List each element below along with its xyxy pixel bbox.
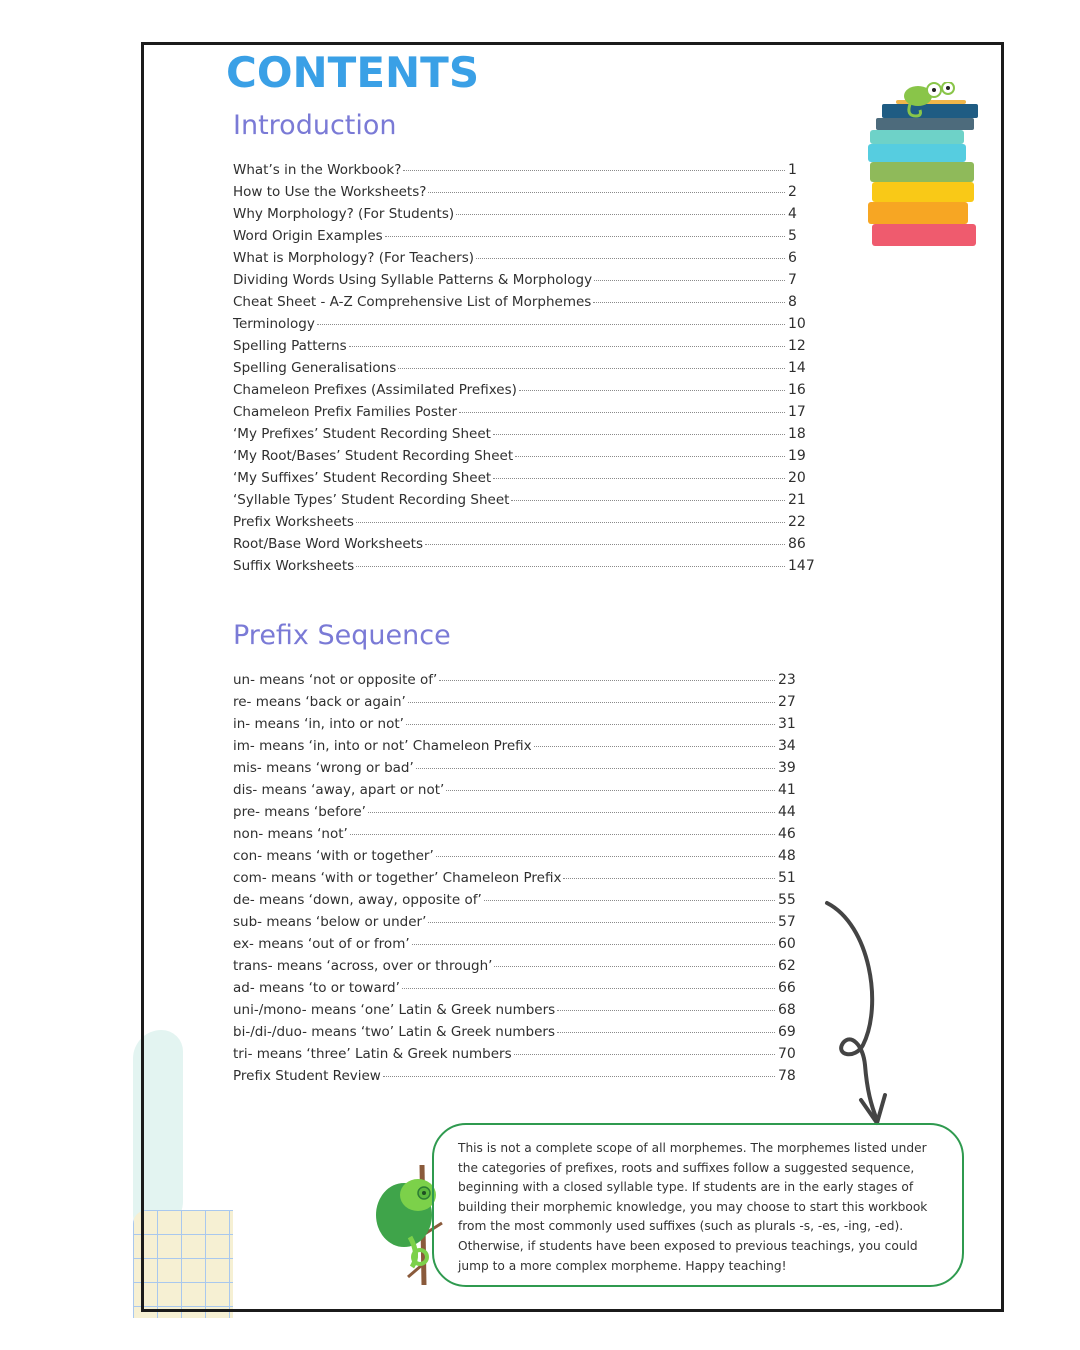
introduction-entry[interactable] <box>233 294 818 316</box>
toc-entry-page-number: 34 <box>778 738 796 754</box>
introduction-toc <box>233 162 818 580</box>
introduction-entry[interactable] <box>233 316 818 338</box>
toc-entry-page-number: 60 <box>778 936 796 952</box>
curly-arrow-icon <box>815 895 905 1135</box>
toc-entry-page-number: 5 <box>788 228 797 244</box>
introduction-entry[interactable] <box>233 536 818 558</box>
page-title: CONTENTS <box>226 48 480 97</box>
toc-entry-label: Word Origin Examples <box>233 228 383 244</box>
dot-leader <box>484 900 775 901</box>
toc-entry-label: mis- means ‘wrong or bad’ <box>233 760 414 776</box>
dot-leader <box>356 522 785 523</box>
dot-leader <box>317 324 785 325</box>
dot-leader <box>514 1054 775 1055</box>
dot-leader <box>439 680 775 681</box>
dot-leader <box>428 192 785 193</box>
prefix-sequence-entry[interactable] <box>233 914 808 936</box>
toc-entry-label: Prefix Worksheets <box>233 514 354 530</box>
toc-entry-page-number: 39 <box>778 760 796 776</box>
introduction-entry[interactable] <box>233 404 818 426</box>
toc-entry-label: uni-/mono- means ‘one’ Latin & Greek numbers <box>233 1002 556 1018</box>
prefix-sequence-entry[interactable] <box>233 1002 808 1024</box>
toc-entry-page-number: 17 <box>788 404 806 420</box>
dot-leader <box>408 702 775 703</box>
toc-entry-page-number: 8 <box>788 294 797 310</box>
prefix-sequence-heading: Prefix Sequence <box>233 620 451 651</box>
dot-leader <box>494 966 775 967</box>
toc-entry-label: ‘My Prefixes’ Student Recording Sheet <box>233 426 491 442</box>
dot-leader <box>356 566 785 567</box>
dot-leader <box>593 302 785 303</box>
introduction-entry[interactable] <box>233 448 818 470</box>
introduction-entry[interactable] <box>233 382 818 404</box>
prefix-sequence-toc <box>233 672 808 1090</box>
dot-leader <box>459 412 785 413</box>
dot-leader <box>446 790 775 791</box>
prefix-sequence-entry[interactable] <box>233 1046 808 1068</box>
teaching-note <box>432 1123 964 1287</box>
toc-entry-label: What’s in the Workbook? <box>233 162 402 178</box>
prefix-sequence-entry[interactable] <box>233 826 808 848</box>
dot-leader <box>425 544 785 545</box>
toc-entry-label: Why Morphology? (For Students) <box>233 206 455 222</box>
prefix-sequence-entry[interactable] <box>233 804 808 826</box>
introduction-entry[interactable] <box>233 184 818 206</box>
toc-entry-page-number: 62 <box>778 958 796 974</box>
toc-entry-label: dis- means ‘away, apart or not’ <box>233 782 445 798</box>
dot-leader <box>456 214 785 215</box>
dot-leader <box>563 878 775 879</box>
prefix-sequence-entry[interactable] <box>233 716 808 738</box>
introduction-entry[interactable] <box>233 162 818 184</box>
dot-leader <box>493 434 785 435</box>
introduction-entry[interactable] <box>233 492 818 514</box>
dot-leader <box>406 724 775 725</box>
toc-entry-label: Cheat Sheet - A-Z Comprehensive List of Morphemes <box>233 294 592 310</box>
introduction-entry[interactable] <box>233 558 818 580</box>
toc-entry-page-number: 66 <box>778 980 796 996</box>
toc-entry-page-number: 69 <box>778 1024 796 1040</box>
dot-leader <box>383 1076 775 1077</box>
toc-entry-page-number: 21 <box>788 492 806 508</box>
prefix-sequence-entry[interactable] <box>233 870 808 892</box>
prefix-sequence-entry[interactable] <box>233 980 808 1002</box>
toc-entry-page-number: 2 <box>788 184 797 200</box>
prefix-sequence-entry[interactable] <box>233 958 808 980</box>
toc-entry-page-number: 41 <box>778 782 796 798</box>
toc-entry-label: im- means ‘in, into or not’ Chameleon Prefix <box>233 738 532 754</box>
toc-entry-label: pre- means ‘before’ <box>233 804 366 820</box>
toc-entry-page-number: 57 <box>778 914 796 930</box>
dot-leader <box>402 988 775 989</box>
toc-entry-label: Suffix Worksheets <box>233 558 355 574</box>
book-stack-with-chameleon-icon <box>866 82 984 252</box>
dot-leader <box>557 1032 775 1033</box>
prefix-sequence-entry[interactable] <box>233 892 808 914</box>
teaching-note-text: This is not a complete scope of all morphemes. The morphemes listed under the categories of prefixes, roots and suffixes follow a suggested sequence, beginning with a closed syllable type. If students are in the early stages of building their morphemic knowledge, you may choose to start this workbook from the most commonly used suffixes (such as plurals -s, -es, -ing, -ed). Otherwise, if students have been exposed to previous teachings, you could jump to a more complex morpheme. Happy teaching! <box>458 1141 928 1273</box>
toc-entry-label: ‘My Suffixes’ Student Recording Sheet <box>233 470 492 486</box>
toc-entry-page-number: 55 <box>778 892 796 908</box>
toc-entry-label: Prefix Student Review <box>233 1068 381 1084</box>
toc-entry-page-number: 46 <box>778 826 796 842</box>
toc-entry-page-number: 10 <box>788 316 806 332</box>
toc-entry-label: ‘My Root/Bases’ Student Recording Sheet <box>233 448 514 464</box>
introduction-entry[interactable] <box>233 426 818 448</box>
prefix-sequence-entry[interactable] <box>233 782 808 804</box>
toc-entry-page-number: 1 <box>788 162 797 178</box>
dot-leader <box>493 478 785 479</box>
introduction-entry[interactable] <box>233 514 818 536</box>
toc-entry-label: How to Use the Worksheets? <box>233 184 427 200</box>
toc-entry-label: un- means ‘not or opposite of’ <box>233 672 438 688</box>
introduction-entry[interactable] <box>233 360 818 382</box>
toc-entry-label: Chameleon Prefixes (Assimilated Prefixes) <box>233 382 517 398</box>
dot-leader <box>428 922 775 923</box>
prefix-sequence-entry[interactable] <box>233 694 808 716</box>
dot-leader <box>436 856 775 857</box>
dot-leader <box>515 456 785 457</box>
toc-entry-page-number: 44 <box>778 804 796 820</box>
toc-entry-label: Spelling Generalisations <box>233 360 397 376</box>
introduction-entry[interactable] <box>233 250 818 272</box>
toc-entry-label: sub- means ‘below or under’ <box>233 914 427 930</box>
dot-leader <box>368 812 775 813</box>
toc-entry-page-number: 78 <box>778 1068 796 1084</box>
toc-entry-label: re- means ‘back or again’ <box>233 694 406 710</box>
toc-entry-page-number: 18 <box>788 426 806 442</box>
dot-leader <box>511 500 785 501</box>
toc-entry-page-number: 27 <box>778 694 796 710</box>
toc-entry-page-number: 68 <box>778 1002 796 1018</box>
prefix-sequence-entry[interactable] <box>233 936 808 958</box>
prefix-sequence-entry[interactable] <box>233 760 808 782</box>
prefix-sequence-entry[interactable] <box>233 738 808 760</box>
dot-leader <box>403 170 785 171</box>
toc-entry-page-number: 51 <box>778 870 796 886</box>
toc-entry-label: ex- means ‘out of or from’ <box>233 936 410 952</box>
introduction-entry[interactable] <box>233 206 818 228</box>
dot-leader <box>594 280 785 281</box>
prefix-sequence-entry[interactable] <box>233 1068 808 1090</box>
toc-entry-page-number: 6 <box>788 250 797 266</box>
toc-entry-label: trans- means ‘across, over or through’ <box>233 958 493 974</box>
prefix-sequence-entry[interactable] <box>233 1024 808 1046</box>
toc-entry-label: Terminology <box>233 316 315 332</box>
toc-entry-page-number: 147 <box>788 558 815 574</box>
toc-entry-page-number: 14 <box>788 360 806 376</box>
toc-entry-page-number: 4 <box>788 206 797 222</box>
dot-leader <box>412 944 775 945</box>
prefix-sequence-entry[interactable] <box>233 672 808 694</box>
toc-entry-page-number: 86 <box>788 536 806 552</box>
dot-leader <box>476 258 785 259</box>
toc-entry-label: com- means ‘with or together’ Chameleon Prefix <box>233 870 562 886</box>
toc-entry-label: con- means ‘with or together’ <box>233 848 434 864</box>
toc-entry-label: bi-/di-/duo- means ‘two’ Latin & Greek numbers <box>233 1024 556 1040</box>
toc-entry-page-number: 12 <box>788 338 806 354</box>
toc-entry-label: ‘Syllable Types’ Student Recording Sheet <box>233 492 510 508</box>
toc-entry-label: de- means ‘down, away, opposite of’ <box>233 892 482 908</box>
dot-leader <box>350 834 775 835</box>
toc-entry-label: Spelling Patterns <box>233 338 347 354</box>
toc-entry-label: non- means ‘not’ <box>233 826 348 842</box>
introduction-entry[interactable] <box>233 338 818 360</box>
toc-entry-page-number: 70 <box>778 1046 796 1062</box>
toc-entry-page-number: 23 <box>778 672 796 688</box>
toc-entry-page-number: 16 <box>788 382 806 398</box>
toc-entry-label: Dividing Words Using Syllable Patterns & Morphology <box>233 272 593 288</box>
prefix-sequence-entry[interactable] <box>233 848 808 870</box>
dot-leader <box>385 236 785 237</box>
introduction-heading: Introduction <box>233 110 397 141</box>
toc-entry-page-number: 31 <box>778 716 796 732</box>
toc-entry-page-number: 20 <box>788 470 806 486</box>
dot-leader <box>519 390 785 391</box>
toc-entry-label: tri- means ‘three’ Latin & Greek numbers <box>233 1046 512 1062</box>
introduction-entry[interactable] <box>233 272 818 294</box>
toc-entry-label: Root/Base Word Worksheets <box>233 536 424 552</box>
toc-entry-page-number: 22 <box>788 514 806 530</box>
dot-leader <box>398 368 785 369</box>
toc-entry-page-number: 48 <box>778 848 796 864</box>
toc-entry-page-number: 19 <box>788 448 806 464</box>
dot-leader <box>416 768 775 769</box>
toc-entry-label: Chameleon Prefix Families Poster <box>233 404 458 420</box>
toc-entry-label: ad- means ‘to or toward’ <box>233 980 400 996</box>
dot-leader <box>534 746 775 747</box>
dot-leader <box>557 1010 775 1011</box>
toc-entry-label: in- means ‘in, into or not’ <box>233 716 404 732</box>
toc-entry-label: What is Morphology? (For Teachers) <box>233 250 475 266</box>
dot-leader <box>349 346 785 347</box>
toc-entry-page-number: 7 <box>788 272 797 288</box>
introduction-entry[interactable] <box>233 470 818 492</box>
introduction-entry[interactable] <box>233 228 818 250</box>
